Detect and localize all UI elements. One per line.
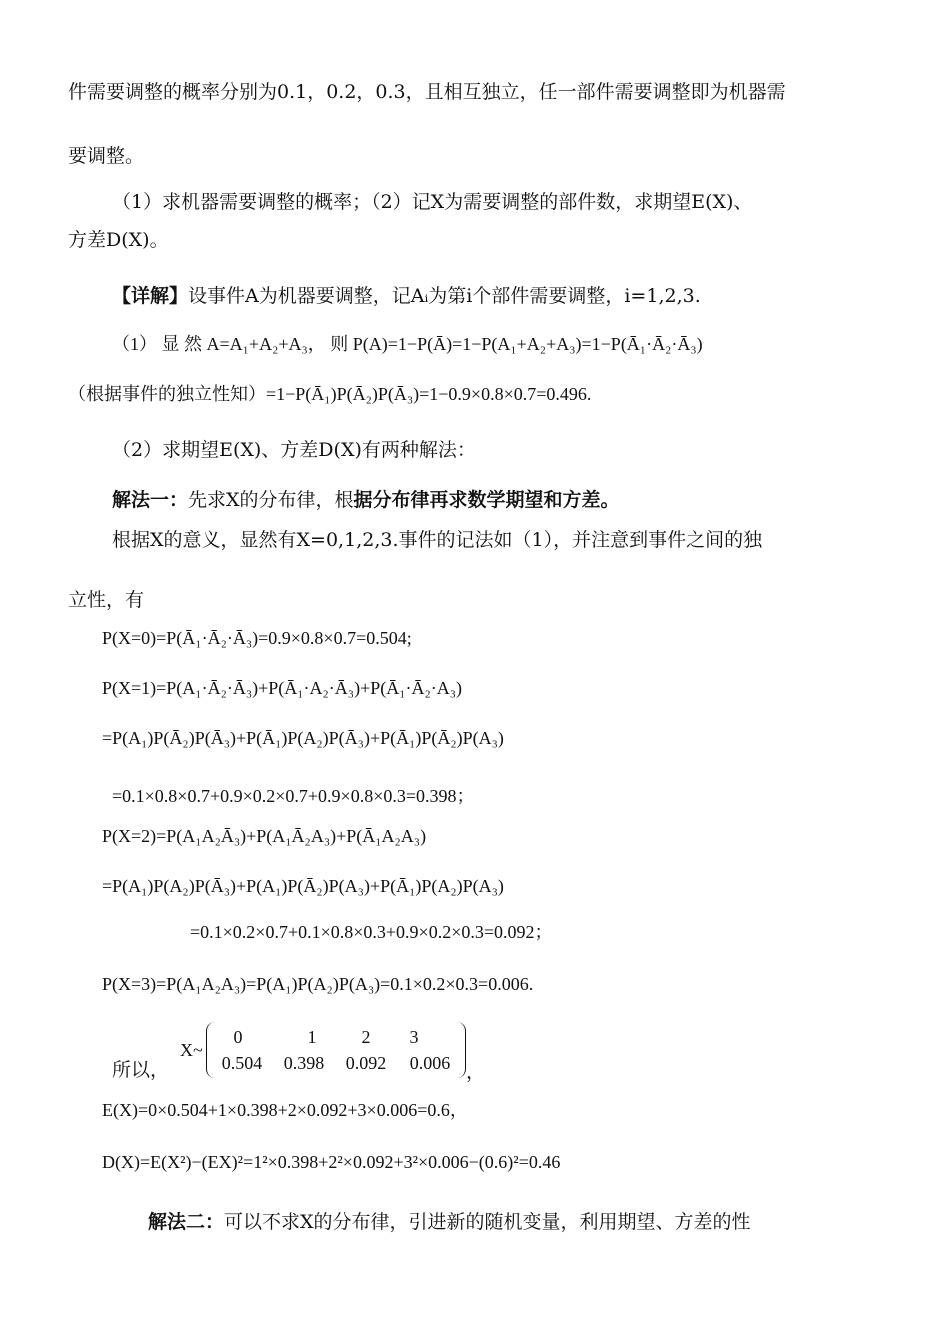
x-distribution-symbol: X~ <box>180 1040 203 1060</box>
solution-label: 【详解】 <box>112 285 189 307</box>
right-paren <box>457 1022 466 1078</box>
equation-p1-value: =0.1×0.8×0.7+0.9×0.2×0.7+0.9×0.8×0.3=0.398； <box>112 786 475 806</box>
method-one-bold-text: 据分布律再求数学期望和方差。 <box>353 489 620 511</box>
equation-p1: P(X=1)=P(A₁·Ā₂·Ā₃)+P(Ā₁·A₂·Ā₃)+P(Ā₁·Ā₂·A₃) <box>102 678 463 698</box>
method-one-line <box>112 486 620 514</box>
method-two-line <box>148 1208 751 1236</box>
equation-p0: P(X=0)=P(Ā₁·Ā₂·Ā₃)=0.9×0.8×0.7=0.504; <box>102 628 412 648</box>
part1-result: （根据事件的独立性知）=1−P(Ā₁)P(Ā₂)P(Ā₃)=1−0.9×0.8×0.7=0.496. <box>68 384 592 404</box>
equation-p1-expand: =P(A₁)P(Ā₂)P(Ā₃)+P(Ā₁)P(A₂)P(Ā₃)+P(Ā₁)P(Ā₂)P(A₃) <box>102 728 504 748</box>
line-1: 件需要调整的概率分别为0.1，0.2，0.3，且相互独立，任一部件需要调整即为机器需 <box>68 81 786 103</box>
equation-p2-expand: =P(A₁)P(A₂)P(Ā₃)+P(A₁)P(Ā₂)P(A₃)+P(Ā₁)P(A₂)P(A₃) <box>102 876 504 896</box>
equation-p2: P(X=2)=P(A₁A₂Ā₃)+P(A₁Ā₂A₃)+P(Ā₁A₂A₃) <box>102 826 427 846</box>
equation-p3: P(X=3)=P(A₁A₂A₃)=P(A₁)P(A₂)P(A₃)=0.1×0.2×0.3=0.006. <box>102 974 534 994</box>
method-one-text: 先求X的分布律，根 <box>188 489 354 511</box>
dist-prob: 0.504 <box>221 1053 263 1073</box>
distribution-comma: ， <box>466 1061 486 1083</box>
dist-value: 0 <box>233 1027 243 1047</box>
line-2: 要调整。 <box>68 145 145 167</box>
method-two-text: 可以不求X的分布律，引进新的随机变量，利用期望、方差的性 <box>224 1211 751 1233</box>
method-one-label: 解法一： <box>112 489 189 511</box>
dist-prob: 0.092 <box>345 1053 387 1073</box>
part2-intro: （2）求期望E(X)、方差D(X)有两种解法： <box>112 439 476 461</box>
part1-equation: （1） 显 然 A=A₁+A₂+A₃， 则 P(A)=1−P(Ā)=1−P(A₁+A₂+A₃)=1−P(Ā₁·Ā₂·Ā₃) <box>112 334 703 354</box>
equation-p2-value: =0.1×0.2×0.7+0.1×0.8×0.3+0.9×0.2×0.3=0.092； <box>190 922 553 942</box>
meaning-line-2: 立性，有 <box>68 589 145 611</box>
solution-intro-text: 设事件A为机器要调整，记Aᵢ为第i个部件需要调整，i=1,2,3. <box>188 285 701 307</box>
meaning-line: 根据X的意义，显然有X=0,1,2,3.事件的记法如（1），并注意到事件之间的独 <box>112 529 763 551</box>
method-two-label: 解法二： <box>148 1211 225 1233</box>
expectation-equation: E(X)=0×0.504+1×0.398+2×0.092+3×0.006=0.6， <box>102 1100 468 1120</box>
dist-value: 3 <box>409 1027 419 1047</box>
so-label: 所以， <box>112 1059 170 1081</box>
question-line: （1）求机器需要调整的概率；（2）记X为需要调整的部件数，求期望E(X)、 <box>112 191 753 213</box>
dist-value: 1 <box>307 1027 317 1047</box>
dist-prob: 0.398 <box>283 1053 325 1073</box>
dist-prob: 0.006 <box>409 1053 451 1073</box>
question-line-2: 方差D(X)。 <box>68 229 169 251</box>
distribution-matrix <box>206 1022 466 1078</box>
variance-equation: D(X)=E(X²)−(EX)²=1²×0.398+2²×0.092+3²×0.006−(0.6)²=0.46 <box>102 1152 561 1172</box>
dist-value: 2 <box>361 1027 371 1047</box>
solution-intro <box>112 282 701 310</box>
